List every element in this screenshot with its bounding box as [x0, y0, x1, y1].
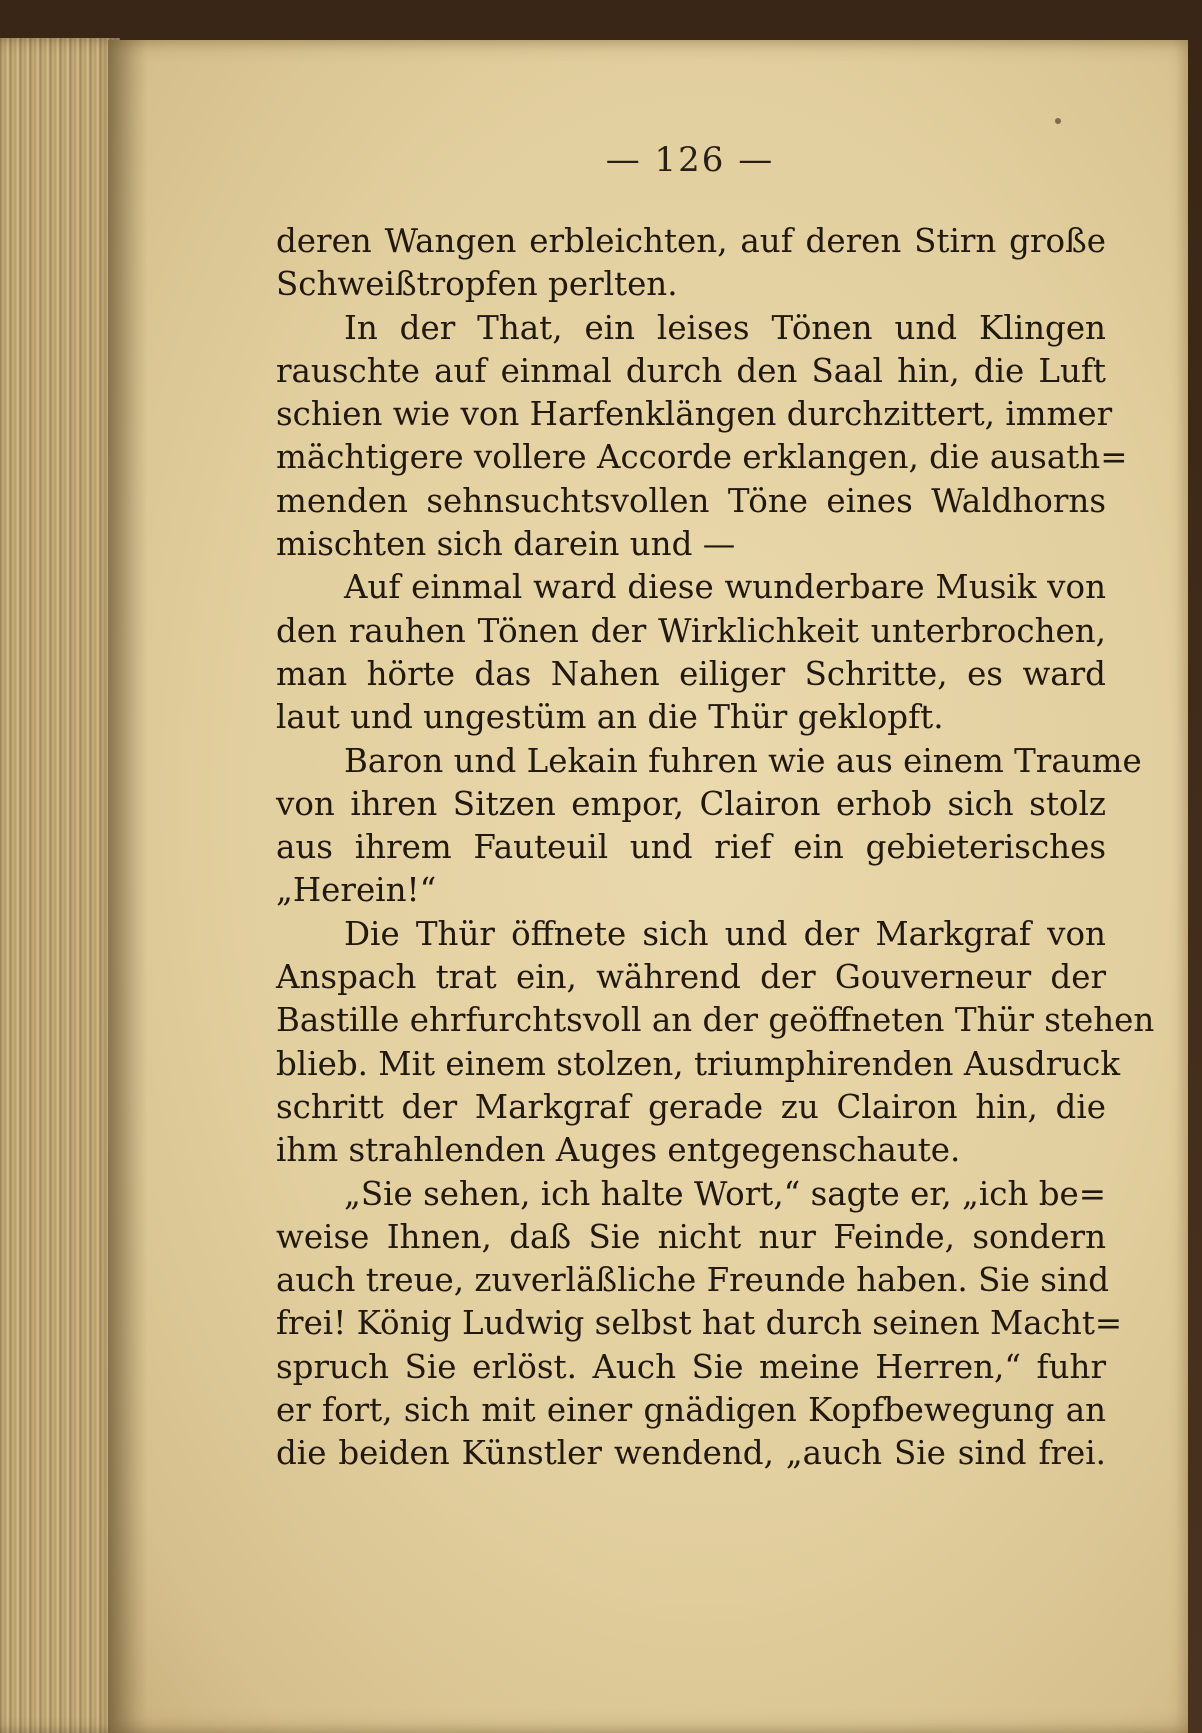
text-line: mächtigere vollere Accorde erklangen, die ausath= — [276, 438, 1128, 477]
text-line: In der That, ein leises Tönen und Klingen — [344, 308, 1106, 347]
text-line: von ihren Sitzen empor, Clairon erhob sich stolz — [276, 784, 1106, 823]
text-line: Auf einmal ward diese wunderbare Musik von — [344, 568, 1106, 607]
text-line: frei! König Ludwig selbst hat durch seinen Macht= — [276, 1304, 1123, 1343]
text-line: „Herein!“ — [276, 871, 437, 910]
text-line: „Sie sehen, ich halte Wort,“ sagte er, „ich be= — [344, 1174, 1106, 1213]
text-line: rauschte auf einmal durch den Saal hin, die Luft — [276, 351, 1106, 390]
paper-spot — [1055, 118, 1061, 124]
text-line: die beiden Künstler wendend, „auch Sie sind frei. — [276, 1434, 1106, 1473]
text-line: ihm strahlenden Auges entgegenschaute. — [276, 1131, 961, 1170]
text-line: aus ihrem Fauteuil und rief ein gebieterisches — [276, 828, 1106, 867]
text-line: deren Wangen erbleichten, auf deren Stirn große — [276, 222, 1106, 260]
text-line: mischten sich darein und — — [276, 525, 736, 564]
text-line: Baron und Lekain fuhren wie aus einem Traume — [344, 741, 1142, 780]
text-line: den rauhen Tönen der Wirklichkeit unterbrochen, — [276, 611, 1106, 650]
text-line: laut und ungestüm an die Thür geklopft. — [276, 698, 944, 737]
text-line: weise Ihnen, daß Sie nicht nur Feinde, sondern — [276, 1217, 1106, 1256]
text-line: Schweißtropfen perlten. — [276, 265, 678, 304]
text-line: schritt der Markgraf gerade zu Clairon hin, die — [276, 1087, 1106, 1126]
text-line: schien wie von Harfenklängen durchzittert, immer — [276, 395, 1113, 434]
page-number: — 126 — — [605, 140, 775, 180]
spine-shadow — [108, 40, 148, 1733]
text-line: er fort, sich mit einer gnädigen Kopfbewegung an — [276, 1391, 1106, 1430]
text-line: man hörte das Nahen eiliger Schritte, es ward — [276, 654, 1106, 693]
text-line: blieb. Mit einem stolzen, triumphirenden Ausdruck — [276, 1044, 1121, 1083]
text-line: Bastille ehrfurchtsvoll an der geöffneten Thür stehen — [276, 1001, 1155, 1040]
text-line: spruch Sie erlöst. Auch Sie meine Herren,“ fuhr — [276, 1347, 1106, 1386]
text-line: menden sehnsuchtsvollen Töne eines Waldhorns — [276, 481, 1106, 520]
text-line: Die Thür öffnete sich und der Markgraf von — [344, 914, 1106, 953]
text-line: auch treue, zuverläßliche Freunde haben. Sie sind — [276, 1261, 1110, 1300]
text-line: Anspach trat ein, während der Gouverneur der — [276, 958, 1106, 997]
page-edges — [0, 38, 120, 1733]
body-text — [276, 220, 1155, 1476]
